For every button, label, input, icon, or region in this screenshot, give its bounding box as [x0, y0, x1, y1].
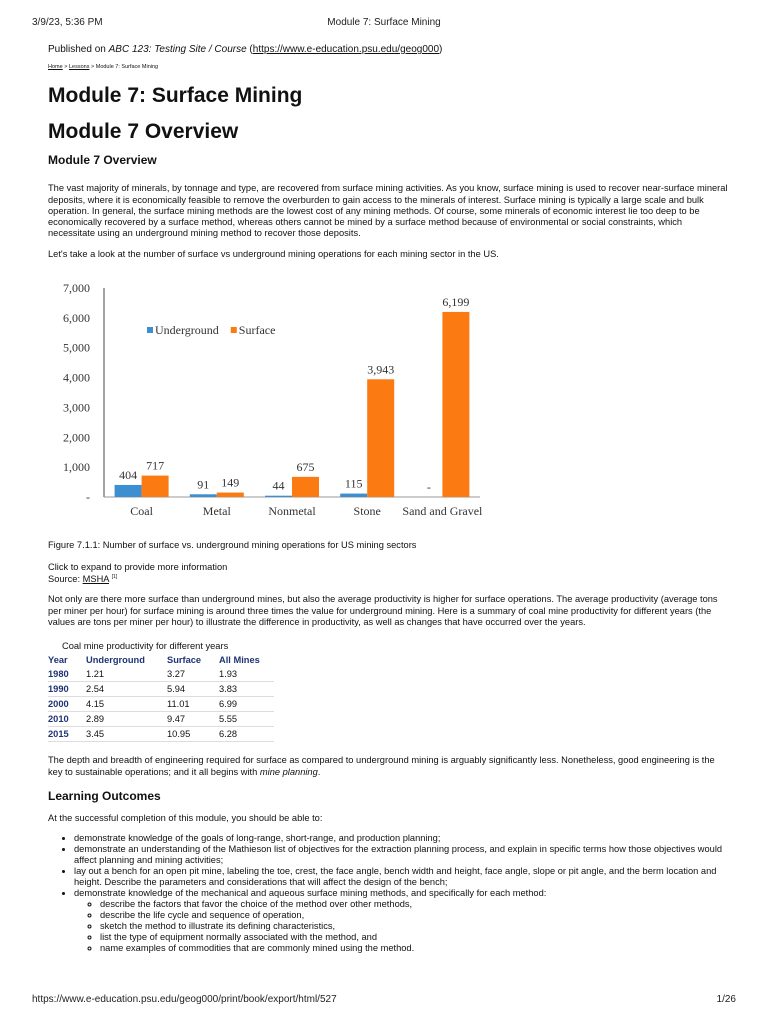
bar-underground-metal: [190, 494, 217, 497]
x-tick-label: Coal: [130, 504, 153, 519]
row-year: 2010: [48, 712, 86, 727]
y-tick-label: 6,000: [63, 310, 90, 325]
table-header-row: [48, 653, 274, 667]
cell: 10.95: [167, 727, 219, 742]
data-label: 91: [197, 477, 210, 492]
course-name: ABC 123: Testing Site / Course: [108, 44, 247, 55]
y-tick-label: 4,000: [63, 370, 90, 385]
table-row: [48, 697, 274, 712]
y-tick-label: 2,000: [63, 430, 90, 445]
outcomes-list: [48, 833, 728, 954]
data-label: 717: [146, 458, 165, 473]
legend-label: Surface: [238, 323, 276, 338]
row-year: 1980: [48, 667, 86, 682]
figure-caption: Figure 7.1.1: Number of surface vs. underground mining operations for US mining sectors: [48, 540, 417, 551]
row-year: 2000: [48, 697, 86, 712]
depth-text: The depth and breadth of engineering required for surface as compared to underground mining is arguably significantly less. Nonetheless, good engineering is the key to sustainable operations; and it all begins with: [48, 755, 715, 777]
page-number: 1/26: [716, 994, 736, 1005]
productivity-table: [48, 653, 274, 742]
x-tick-label: Nonmetal: [268, 504, 316, 519]
y-tick-label: 5,000: [63, 340, 90, 355]
y-tick-label: 7,000: [63, 281, 90, 296]
y-tick-label: -: [86, 490, 90, 505]
x-tick-label: Sand and Gravel: [402, 504, 483, 519]
cell: 1.93: [219, 667, 274, 682]
data-label: 404: [119, 468, 138, 483]
cell: 6.99: [219, 697, 274, 712]
breadcrumb-current: Module 7: Surface Mining: [95, 64, 159, 71]
source-ref[interactable]: [1]: [111, 574, 118, 581]
list-item: • lay out a bench for an open pit mine, labeling the toe, crest, the face angle, bench width and height, face angle, slope or pit angle, and the berm location and height. Describe the parameters and considerations that will affect the design of the bench;: [74, 866, 728, 888]
course-link[interactable]: https://www.e-education.psu.edu/geog000: [252, 44, 440, 55]
data-label: 44: [272, 478, 285, 493]
depth-text-end: .: [317, 766, 321, 777]
breadcrumb-separator: >: [62, 64, 69, 71]
sub-list-item: ◦ sketch the method to illustrate its defining characteristics,: [100, 921, 728, 932]
column-header: Year: [48, 655, 68, 666]
list-item: • demonstrate knowledge of the goals of long-range, short-range, and production planning;: [74, 833, 728, 844]
sub-list-item: ◦ describe the life cycle and sequence of operation,: [100, 910, 728, 921]
page-content: [48, 44, 728, 954]
x-tick-label: Metal: [202, 504, 231, 519]
cell: 11.01: [167, 697, 219, 712]
bar-surface-nonmetal: [292, 477, 319, 497]
learning-outcomes-title: Learning Outcomes: [48, 788, 161, 803]
published-line: Published on ABC 123: Testing Site / Course (https://www.e-education.psu.edu/geog000): [48, 44, 443, 55]
row-year: 1990: [48, 682, 86, 697]
sub-list-item: ◦ name examples of commodities that are commonly mined using the method.: [100, 943, 728, 954]
print-datetime: 3/9/23, 5:36 PM: [32, 17, 103, 28]
overview-title: Module 7 Overview: [48, 120, 239, 144]
bar-surface-metal: [217, 493, 244, 497]
y-tick-label: 3,000: [63, 400, 90, 415]
footer-url: https://www.e-education.psu.edu/geog000/print/book/export/html/527: [32, 994, 337, 1005]
cell: 3.27: [167, 667, 219, 682]
breadcrumb: [48, 64, 728, 70]
legend-label: Underground: [155, 323, 219, 338]
y-tick-label: 1,000: [63, 460, 90, 475]
table-row: [48, 667, 274, 682]
depth-paragraph: [48, 755, 728, 778]
table-row: [48, 682, 274, 697]
column-header: Surface: [167, 655, 202, 666]
outcomes-intro: At the successful completion of this module, you should be able to:: [48, 812, 323, 823]
bar-underground-nonmetal: [265, 496, 292, 497]
data-label: 6,199: [442, 294, 470, 309]
figure-expand-note: [48, 562, 728, 584]
bar-underground-stone: [340, 494, 367, 497]
bar-surface-coal: [142, 476, 169, 497]
legend-swatch: [147, 327, 153, 333]
depth-emphasis: mine planning: [259, 766, 318, 777]
mining-operations-chart[interactable]: [48, 278, 488, 528]
outcomes-sublist: [74, 899, 728, 954]
table-caption: Coal mine productivity for different years: [62, 641, 229, 652]
table-row: [48, 727, 274, 742]
breadcrumb-separator: >: [89, 64, 96, 71]
expand-text[interactable]: Click to expand to provide more information: [48, 562, 228, 573]
breadcrumb-home-link[interactable]: Home: [48, 64, 63, 71]
cell: 3.83: [219, 682, 274, 697]
list-item-text: demonstrate knowledge of the mechanical and aqueous surface mining methods, and specifically for each method:: [74, 888, 547, 899]
cell: 5.55: [219, 712, 274, 727]
print-title: Module 7: Surface Mining: [327, 17, 441, 28]
bar-underground-coal: [115, 485, 142, 497]
data-label: -: [426, 480, 431, 495]
source-label: Source:: [48, 574, 83, 585]
overview-subtitle: Module 7 Overview: [48, 153, 157, 168]
cell: 2.89: [86, 712, 167, 727]
cell: 5.94: [167, 682, 219, 697]
productivity-paragraph: Not only are there more surface than underground mines, but also the average productivity is higher for surface operations. The average productivity (average tons per miner per hour) for surface mining is around three times the value for underground mining. Here is a summary of coal mine productivity for different years (the values are tons per miner per hour) to illustrate the difference in productivity, as well as changes that have occurred over the years.: [48, 594, 718, 628]
data-label: 149: [221, 475, 240, 490]
x-tick-label: Stone: [353, 504, 381, 519]
table-row: [48, 712, 274, 727]
bar-surface-sand-and-gravel: [442, 312, 469, 497]
data-label: 115: [344, 476, 363, 491]
chart-svg: [48, 278, 488, 528]
sub-list-item: ◦ describe the factors that favor the choice of the method over other methods,: [100, 899, 728, 910]
page-title: Module 7: Surface Mining: [48, 84, 303, 108]
intro-paragraph: The vast majority of minerals, by tonnage and type, are recovered from surface mining activities. As you know, surface mining is used to recover near-surface mineral deposits, where it is economically feasible to remove the overburden to gain access to the minerals of interest. Surface mining is typically a large scale and bulk operation. In general, the surface mining methods are the lowest cost of any mining methods. Of course, some minerals of economic interest lie too deep to be economically recovered by a surface method, whereas others cannot be mined by a surface method because of environmental or social constraints, which necessitate using an underground mining method to recover those deposits.: [48, 183, 728, 239]
cell: 2.54: [86, 682, 167, 697]
row-year: 2015: [48, 727, 86, 742]
data-label: 3,943: [367, 362, 395, 377]
sub-list-item: ◦ list the type of equipment normally associated with the method, and: [100, 932, 728, 943]
cell: 1.21: [86, 667, 167, 682]
lets-look-paragraph: Let's take a look at the number of surface vs underground mining operations for each mining sector in the US.: [48, 248, 499, 259]
data-label: 675: [296, 459, 315, 474]
bar-surface-stone: [367, 379, 394, 497]
published-prefix: Published on: [48, 44, 106, 55]
msha-link[interactable]: MSHA: [82, 574, 109, 585]
breadcrumb-lessons-link[interactable]: Lessons: [68, 64, 90, 71]
cell: 3.45: [86, 727, 167, 742]
legend-swatch: [231, 327, 237, 333]
column-header: All Mines: [219, 655, 260, 666]
column-header: Underground: [86, 655, 145, 666]
cell: 6.28: [219, 727, 274, 742]
cell: 9.47: [167, 712, 219, 727]
cell: 4.15: [86, 697, 167, 712]
list-item: [74, 888, 728, 954]
figure-source: [48, 572, 728, 584]
list-item: • demonstrate an understanding of the Mathieson list of objectives for the extraction planning process, and explain in specific terms how those objectives would affect planning and mining activities;: [74, 844, 728, 866]
